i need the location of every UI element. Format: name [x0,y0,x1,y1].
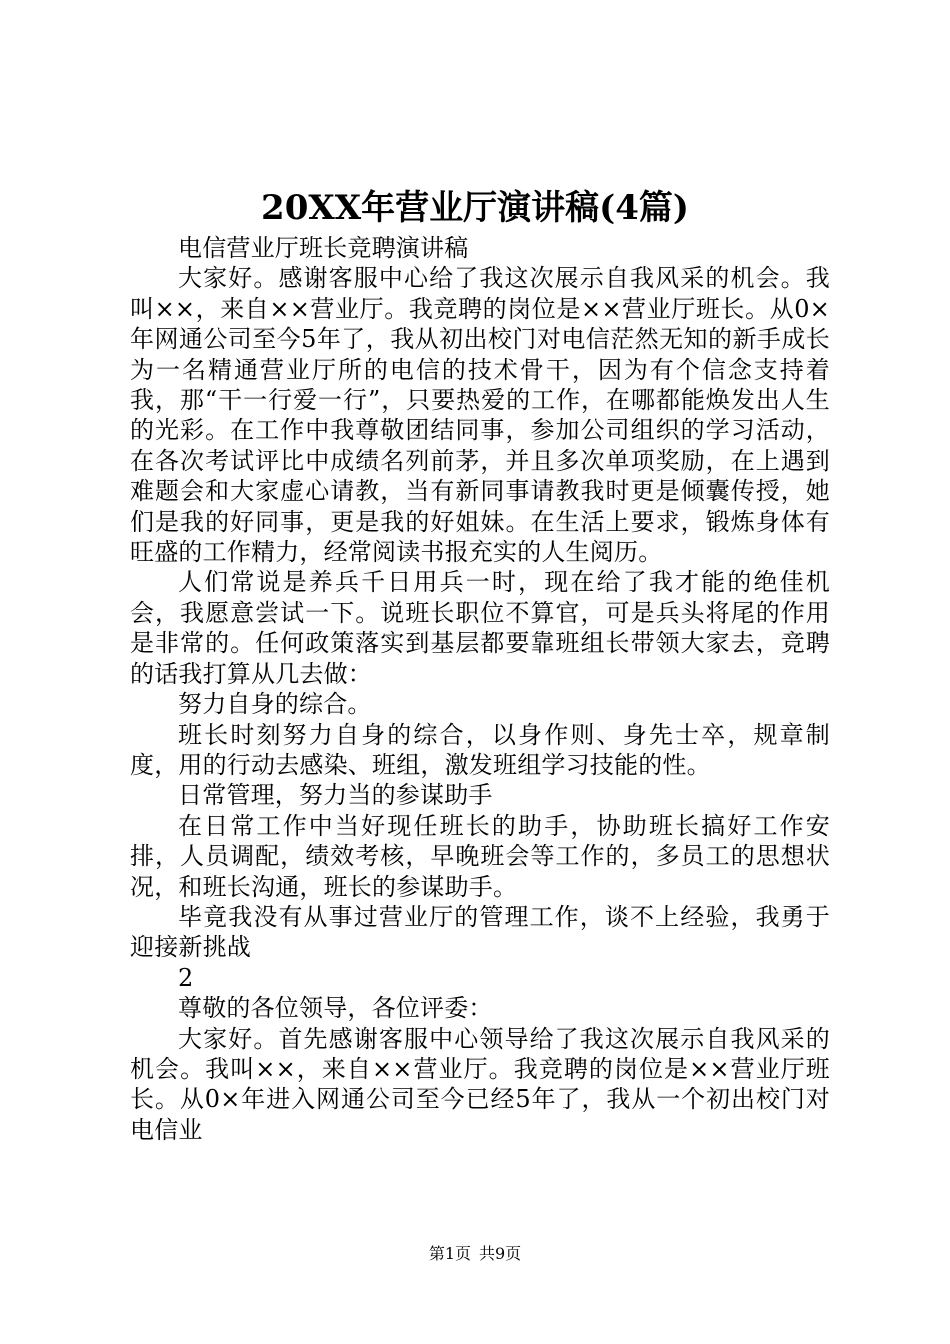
paragraph: 电信营业厅班长竞聘演讲稿 [178,234,469,262]
document-title: 20XX年营业厅演讲稿(4篇) [261,188,689,228]
page-total: 共9页 [479,1244,522,1263]
document-body [130,233,830,1145]
paragraph: 努力自身的综合。 [178,690,372,719]
page-footer [0,1242,950,1266]
paragraph: 尊敬的各位领导，各位评委： [178,994,493,1023]
paragraph: 日常管理，努力当的参谋助手 [178,781,493,810]
paragraph: 毕竟我没有从事过营业厅的管理工作，谈不上经验，我勇于迎接新挑战 [130,902,830,962]
paragraph: 在日常工作中当好现任班长的助手，协助班长搞好工作安排，人员调配，绩效考核，早晚班会等工作的，多员工的思想状况，和班长沟通，班长的参谋助手。 [130,811,830,901]
paragraph: 大家好。感谢客服中心给了我这次展示自我风采的机会。我叫××，来自××营业厅。我竞聘的岗位是××营业厅班长。从0×年网通公司至今5年了，我从初出校门对电信茫然无知的新手成长为一名精通营业厅所的电信的技术骨干，因为有个信念支持着我，那“干一行爱一行”，只要热爱的工作，在哪都能焕发出人生的光彩。在工作中我尊敬团结同事，参加公司组织的学习活动，在各次考试评比中成绩名列前茅，并且多次单项奖励，在上遇到难题会和大家虚心请教，当有新同事请教我时更是倾囊传授，她们是我的好同事，更是我的好姐妹。在生活上要求，锻炼身体有旺盛的工作精力，经常阅读书报充实的人生阅历。 [130,264,830,567]
paragraph: 大家好。首先感谢客服中心领导给了我这次展示自我风采的机会。我叫××，来自××营业厅。我竞聘的岗位是××营业厅班长。从0×年进入网通公司至今已经5年了，我从一个初出校门对电信业 [130,1024,830,1144]
page-number: 第1页 [428,1244,471,1263]
paragraph: 人们常说是养兵千日用兵一时，现在给了我才能的绝佳机会，我愿意尝试一下。说班长职位不算官，可是兵头将尾的作用是非常的。任何政策落实到基层都要靠班组长带领大家去，竞聘的话我打算从几去做： [130,568,830,688]
paragraph: 班长时刻努力自身的综合，以身作则、身先士卒，规章制度，用的行动去感染、班组，激发班组学习技能的性。 [130,720,830,779]
section-number: 2 [178,963,194,992]
